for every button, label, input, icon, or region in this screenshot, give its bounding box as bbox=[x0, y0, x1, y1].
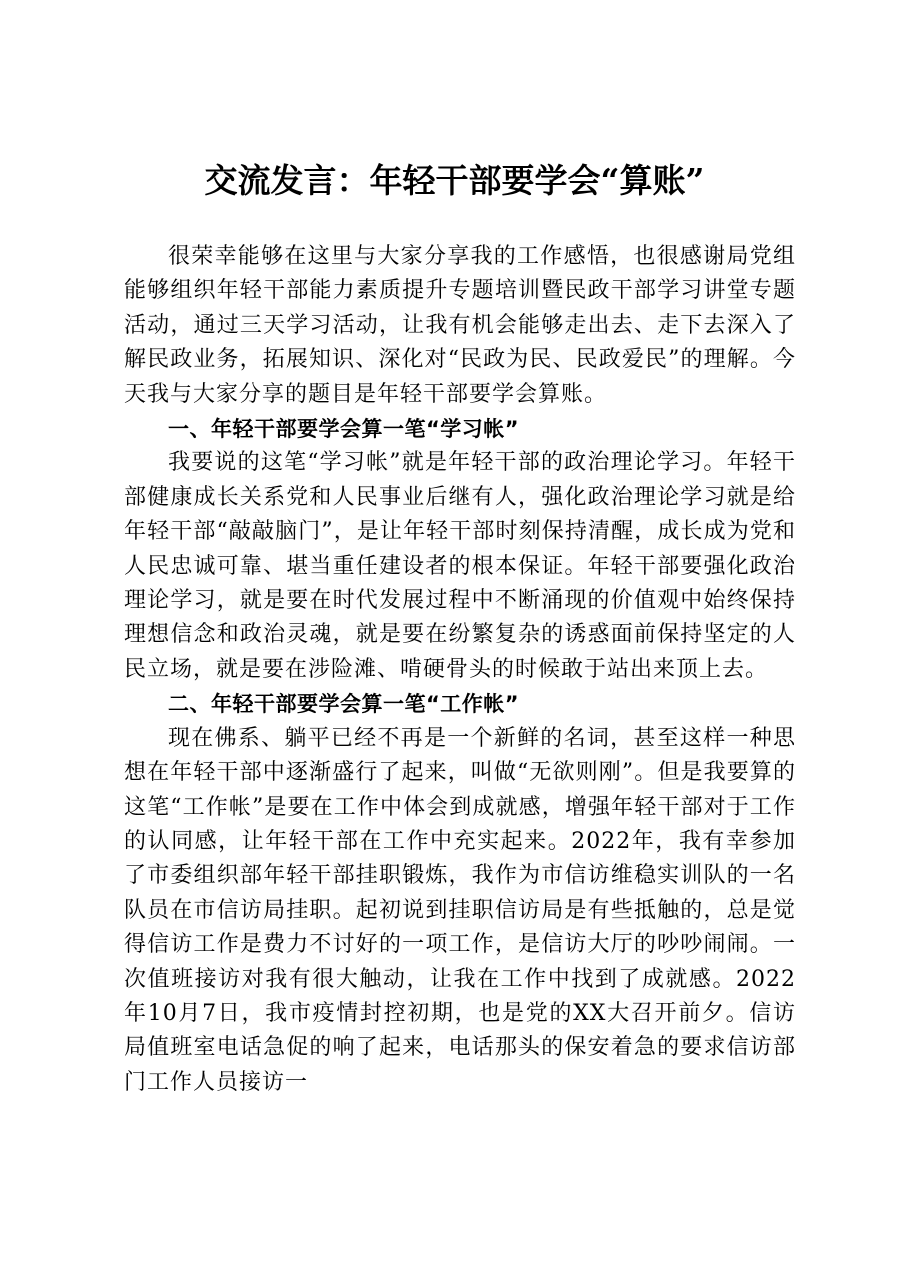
section-heading-study: 一、年轻干部要学会算一笔“学习帐” bbox=[168, 417, 520, 442]
section-heading-work: 二、年轻干部要学会算一笔“工作帐” bbox=[168, 692, 520, 717]
intro-paragraph: 很荣幸能够在这里与大家分享我的工作感悟，也很感谢局党组能够组织年轻干部能力素质提升专题培训暨民政干部学习讲堂专题活动，通过三天学习活动，让我有机会能够走出去、走下去深入了解民政业务，拓展知识、深化对“民政为民、民政爱民”的理解。今天我与大家分享的题目是年轻干部要学会算账。 bbox=[124, 244, 796, 407]
section-paragraph-work: 现在佛系、躺平已经不再是一个新鲜的名词，甚至这样一种思想在年轻干部中逐渐盛行了起来，叫做“无欲则刚”。但是我要算的这笔“工作帐”是要在工作中体会到成就感，增强年轻干部对于工作的认同感，让年轻干部在工作中充实起来。2022年，我有幸参加了市委组织部年轻干部挂职锻炼，我作为市信访维稳实训队的一名队员在市信访局挂职。起初说到挂职信访局是有些抵触的，总是觉得信访工作是费力不讨好的一项工作，是信访大厅的吵吵闹闹。一次值班接访对我有很大触动，让我在工作中找到了成就感。2022年10月7日，我市疫情封控初期，也是党的XX大召开前夕。信访局值班室电话急促的响了起来，电话那头的保安着急的要求信访部门工作人员接访一 bbox=[124, 725, 796, 1095]
document-title: 交流发言：年轻干部要学会“算账” bbox=[204, 161, 705, 200]
document-body bbox=[124, 240, 796, 1100]
section-paragraph-study: 我要说的这笔“学习帐”就是年轻干部的政治理论学习。年轻干部健康成长关系党和人民事业后继有人，强化政治理论学习就是给年轻干部“敲敲脑门”，是让年轻干部时刻保持清醒，成长成为党和人民忠诚可靠、堪当重任建设者的根本保证。年轻干部要强化政治理论学习，就是要在时代发展过程中不断涌现的价值观中始终保持理想信念和政治灵魂，就是要在纷繁复杂的诱惑面前保持坚定的人民立场，就是要在涉险滩、啃硬骨头的时候敢于站出来顶上去。 bbox=[124, 450, 796, 682]
